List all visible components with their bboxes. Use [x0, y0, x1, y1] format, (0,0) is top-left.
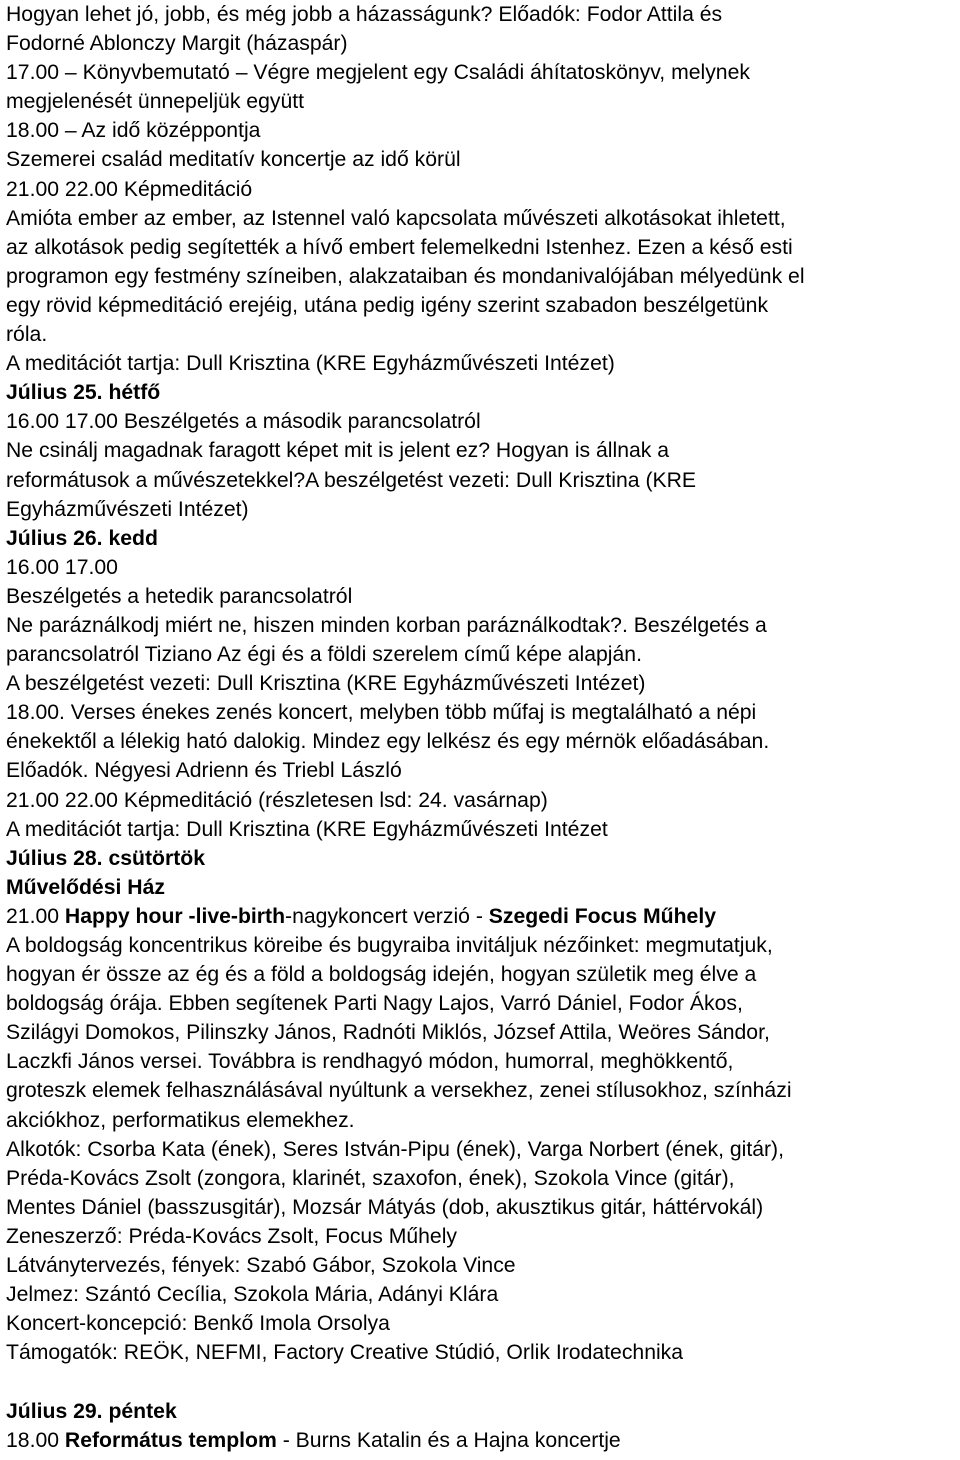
text-line: [6, 1106, 958, 1135]
text-line: [6, 1309, 958, 1338]
text-line: [6, 204, 958, 233]
text-segment: 21.00: [6, 904, 65, 928]
blank-line: [6, 1367, 958, 1396]
text-segment: Szilágyi Domokos, Pilinszky János, Radnóti Miklós, József Attila, Weöres Sándor,: [6, 1021, 770, 1045]
text-line: [6, 29, 958, 58]
text-line: [6, 233, 958, 262]
text-line: [6, 145, 958, 174]
text-line: [6, 524, 958, 553]
bold-text-segment: Szegedi Focus Műhely: [488, 904, 716, 928]
text-segment: 18.00 – Az idő középpontja: [6, 119, 261, 143]
text-segment: Támogatók: REÖK, NEFMI, Factory Creative Stúdió, Orlik Irodatechnika: [6, 1341, 684, 1365]
text-segment: Beszélgetés a hetedik parancsolatról: [6, 584, 353, 608]
text-segment: Ne csinálj magadnak faragott képet mit is jelent ez? Hogyan is állnak a: [6, 439, 670, 463]
bold-text-segment: Július 29. péntek: [6, 1399, 177, 1423]
text-segment: 18.00: [6, 1428, 65, 1452]
text-line: [6, 873, 958, 902]
text-line: [6, 87, 958, 116]
text-segment: Koncert-koncepció: Benkő Imola Orsolya: [6, 1312, 390, 1336]
text-line: [6, 1222, 958, 1251]
text-segment: énekektől a lélekig ható dalokig. Mindez egy lelkész és egy mérnök előadásában.: [6, 730, 770, 754]
text-line: [6, 1426, 958, 1455]
text-line: [6, 640, 958, 669]
text-segment: parancsolatról Tiziano Az égi és a földi szerelem című képe alapján.: [6, 643, 642, 667]
text-line: [6, 669, 958, 698]
text-line: [6, 436, 958, 465]
text-line: [6, 58, 958, 87]
document-body: [6, 0, 958, 1455]
text-segment: 16.00 17.00: [6, 555, 118, 579]
text-line: [6, 1251, 958, 1280]
text-segment: groteszk elemek felhasználásával nyúltunk a versekhez, zenei stílusokhoz, színházi: [6, 1079, 792, 1103]
text-segment: megjelenését ünnepeljük együtt: [6, 90, 305, 114]
text-segment: akciókhoz, performatikus elemekhez.: [6, 1108, 355, 1132]
bold-text-segment: Július 26. kedd: [6, 526, 158, 550]
text-segment: Préda-Kovács Zsolt (zongora, klarinét, szaxofon, ének), Szokola Vince (gitár),: [6, 1166, 735, 1190]
text-segment: róla.: [6, 323, 48, 347]
bold-text-segment: Művelődési Ház: [6, 875, 165, 899]
text-line: [6, 553, 958, 582]
text-line: [6, 611, 958, 640]
text-segment: reformátusok a művészetekkel?A beszélgetést vezeti: Dull Krisztina (KRE: [6, 468, 697, 492]
text-segment: A meditációt tartja: Dull Krisztina (KRE Egyházművészeti Intézet): [6, 352, 615, 376]
text-segment: Amióta ember az ember, az Istennel való kapcsolata művészeti alkotásokat ihletett,: [6, 206, 786, 230]
text-line: [6, 815, 958, 844]
text-line: [6, 1076, 958, 1105]
text-line: [6, 175, 958, 204]
text-segment: Ne paráználkodj miért ne, hiszen minden korban paráználkodtak?. Beszélgetés a: [6, 613, 767, 637]
text-line: [6, 1193, 958, 1222]
text-segment: 21.00 22.00 Képmeditáció (részletesen lsd: 24. vasárnap): [6, 788, 548, 812]
text-line: [6, 756, 958, 785]
bold-text-segment: Július 25. hétfő: [6, 381, 161, 405]
text-line: [6, 291, 958, 320]
text-line: [6, 902, 958, 931]
text-line: [6, 320, 958, 349]
text-segment: egy rövid képmeditáció erejéig, utána pedig igény szerint szabadon beszélgetünk: [6, 293, 769, 317]
text-segment: Előadók. Négyesi Adrienn és Triebl László: [6, 759, 402, 783]
text-segment: A beszélgetést vezeti: Dull Krisztina (KRE Egyházművészeti Intézet): [6, 672, 646, 696]
text-line: [6, 0, 958, 29]
text-line: [6, 960, 958, 989]
text-line: [6, 1338, 958, 1367]
text-segment: Jelmez: Szántó Cecília, Szokola Mária, Adányi Klára: [6, 1283, 499, 1307]
text-line: [6, 1018, 958, 1047]
text-segment: hogyan ér össze az ég és a föld a boldogság idején, hogyan születik meg élve a: [6, 963, 757, 987]
text-line: [6, 1397, 958, 1426]
text-line: [6, 407, 958, 436]
text-line: [6, 1135, 958, 1164]
text-line: [6, 989, 958, 1018]
text-segment: az alkotások pedig segítették a hívő embert felemelkedni Istenhez. Ezen a késő esti: [6, 235, 793, 259]
text-segment: -nagykoncert verzió -: [285, 904, 489, 928]
bold-text-segment: Református templom: [64, 1428, 277, 1452]
text-segment: - Burns Katalin és a Hajna koncertje: [276, 1428, 621, 1452]
text-segment: Látványtervezés, fények: Szabó Gábor, Szokola Vince: [6, 1254, 516, 1278]
text-segment: Laczkfi János versei. Továbbra is rendhagyó módon, humorral, meghökkentő,: [6, 1050, 734, 1074]
text-segment: 21.00 22.00 Képmeditáció: [6, 177, 253, 201]
text-segment: 17.00 – Könyvbemutató – Végre megjelent egy Családi áhítatoskönyv, melynek: [6, 61, 750, 85]
text-segment: A meditációt tartja: Dull Krisztina (KRE Egyházművészeti Intézet: [6, 817, 608, 841]
text-segment: Fodorné Ablonczy Margit (házaspár): [6, 32, 348, 56]
text-segment: Zeneszerző: Préda-Kovács Zsolt, Focus Műhely: [6, 1224, 457, 1248]
text-segment: Szemerei család meditatív koncertje az idő körül: [6, 148, 461, 172]
text-line: [6, 698, 958, 727]
text-segment: 18.00. Verses énekes zenés koncert, melyben több műfaj is megtalálható a népi: [6, 701, 757, 725]
text-line: [6, 116, 958, 145]
text-line: [6, 349, 958, 378]
text-line: [6, 1280, 958, 1309]
text-line: [6, 582, 958, 611]
text-line: [6, 378, 958, 407]
text-segment: A boldogság koncentrikus köreibe és bugyraiba invitáljuk nézőinket: megmutatjuk,: [6, 934, 773, 957]
text-line: [6, 262, 958, 291]
text-segment: Mentes Dániel (basszusgitár), Mozsár Mátyás (dob, akusztikus gitár, háttérvokál): [6, 1195, 764, 1219]
text-segment: programon egy festmény színeiben, alakzataiban és mondanivalójában mélyedünk el: [6, 264, 805, 288]
text-segment: 16.00 17.00 Beszélgetés a második parancsolatról: [6, 410, 481, 434]
text-line: [6, 931, 958, 960]
text-line: [6, 844, 958, 873]
text-segment: boldogság órája. Ebben segítenek Parti Nagy Lajos, Varró Dániel, Fodor Ákos,: [6, 992, 743, 1016]
text-line: [6, 495, 958, 524]
text-line: [6, 466, 958, 495]
bold-text-segment: Július 28. csütörtök: [6, 846, 205, 870]
text-segment: Egyházművészeti Intézet): [6, 497, 249, 521]
text-segment: Hogyan lehet jó, jobb, és még jobb a házasságunk? Előadók: Fodor Attila és: [6, 3, 723, 26]
text-line: [6, 727, 958, 756]
bold-text-segment: Happy hour -live-birth: [64, 904, 286, 928]
text-segment: Alkotók: Csorba Kata (ének), Seres István-Pipu (ének), Varga Norbert (ének, gitár),: [6, 1137, 784, 1161]
text-line: [6, 1047, 958, 1076]
text-line: [6, 1164, 958, 1193]
text-line: [6, 786, 958, 815]
